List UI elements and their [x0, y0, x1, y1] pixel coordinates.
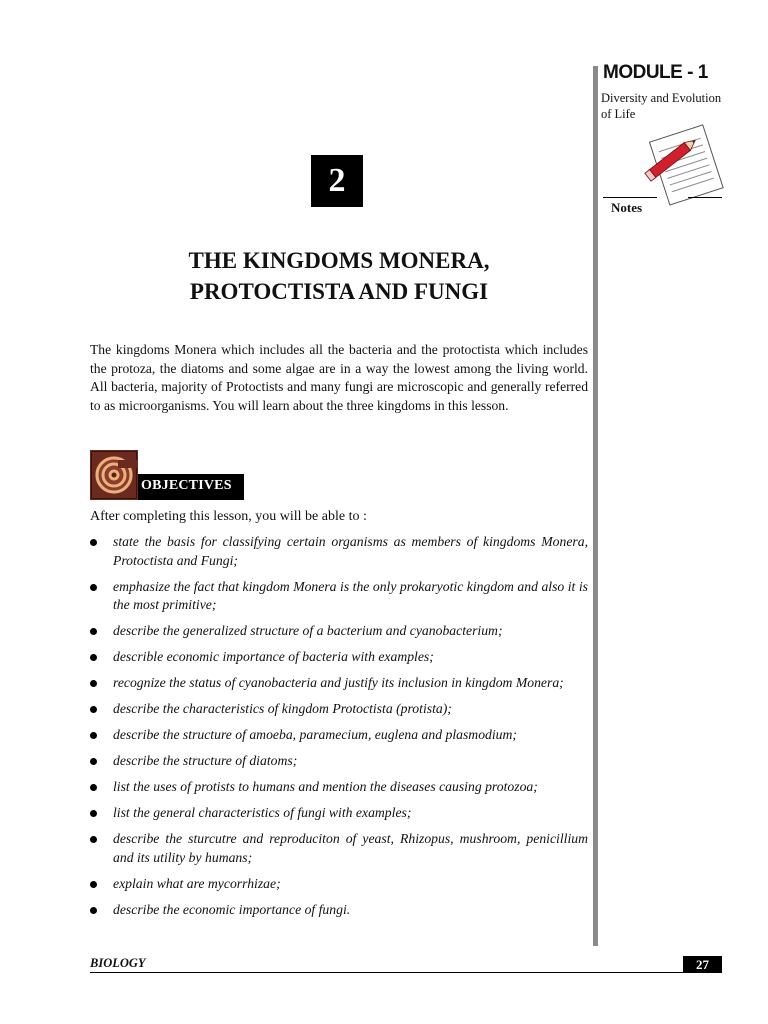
bullet-icon — [90, 758, 97, 765]
bullet-icon — [90, 680, 97, 687]
bullet-icon — [90, 836, 97, 843]
bullet-icon — [90, 628, 97, 635]
bullet-icon — [90, 654, 97, 661]
objectives-lead: After completing this lesson, you will be able to : — [90, 509, 367, 524]
list-item-text: state the basis for classifying certain organisms as members of kingdoms Monera, Protoctista and Fungi; — [113, 534, 588, 568]
bullet-icon — [90, 881, 97, 888]
list-item — [88, 674, 588, 693]
list-item — [88, 830, 588, 867]
list-item-text: describe the economic importance of fungi. — [113, 901, 351, 917]
bullet-icon — [90, 539, 97, 546]
bullet-icon — [90, 784, 97, 791]
bullet-icon — [90, 810, 97, 817]
margin-divider — [593, 66, 598, 946]
objectives-label: OBJECTIVES — [141, 478, 232, 493]
list-item — [88, 778, 588, 797]
list-item — [88, 752, 588, 771]
list-item — [88, 578, 588, 615]
bullet-icon — [90, 907, 97, 914]
list-item-text: describe the sturcutre and reproduciton of yeast, Rhizopus, mushroom, penicillium and its utility by humans; — [113, 831, 588, 865]
list-item-text: list the general characteristics of fungi with examples; — [113, 805, 412, 820]
objectives-list — [88, 533, 588, 927]
list-item-text: recognize the status of cyanobacteria and justify its inclusion in kingdom Monera; — [113, 675, 564, 690]
bullet-icon — [90, 706, 97, 713]
list-item — [88, 622, 588, 641]
bullet-icon — [90, 584, 97, 591]
notes-rule — [603, 197, 657, 198]
lesson-title — [90, 245, 588, 307]
lesson-title-line: THE KINGDOMS MONERA, — [188, 248, 490, 273]
list-item-text: explain what are mycorrhizae; — [113, 875, 281, 891]
list-item-text: describe the structure of amoeba, paramecium, euglena and plasmodium; — [113, 727, 517, 742]
module-title: MODULE - 1 — [603, 62, 708, 83]
list-item-text: list the uses of protists to humans and mention the diseases causing protozoa; — [113, 779, 538, 794]
target-rings-icon — [90, 450, 138, 500]
list-item-text: describe the structure of diatoms; — [113, 753, 298, 768]
list-item-text: describe the generalized structure of a bacterium and cyanobacterium; — [113, 623, 503, 638]
footer-rule — [90, 972, 722, 973]
notes-rule — [688, 197, 722, 198]
pencil-and-paper-icon — [640, 124, 726, 206]
list-item — [88, 726, 588, 745]
list-item — [88, 648, 588, 667]
list-item — [88, 533, 588, 570]
module-subtitle: Diversity and Evolution of Life — [601, 91, 722, 121]
intro-paragraph: The kingdoms Monera which includes all the bacteria and the protoctista which includes the protoza, the diatoms and some algae are in a way the lowest among the living world. All bacteria, majority of Protoctists and many fungi are microscopic and generally referred to as microorganisms. You will learn about the three kingdoms in this lesson. — [90, 342, 588, 413]
list-item-text: describe the characteristics of kingdom Protoctista (protista); — [113, 701, 452, 716]
list-item — [88, 700, 588, 719]
lesson-title-line: PROTOCTISTA AND FUNGI — [189, 279, 489, 304]
page-number: 27 — [683, 956, 722, 973]
list-item — [88, 901, 588, 920]
list-item-text: describle economic importance of bacteria with examples; — [113, 649, 434, 664]
notes-label: Notes — [611, 200, 643, 215]
footer-subject: BIOLOGY — [90, 956, 146, 970]
list-item-text: emphasize the fact that kingdom Monera is the only prokaryotic kingdom and also it is the most primitive; — [113, 578, 588, 612]
bullet-icon — [90, 732, 97, 739]
list-item — [88, 804, 588, 823]
list-item — [88, 875, 588, 894]
lesson-number: 2 — [311, 155, 363, 207]
